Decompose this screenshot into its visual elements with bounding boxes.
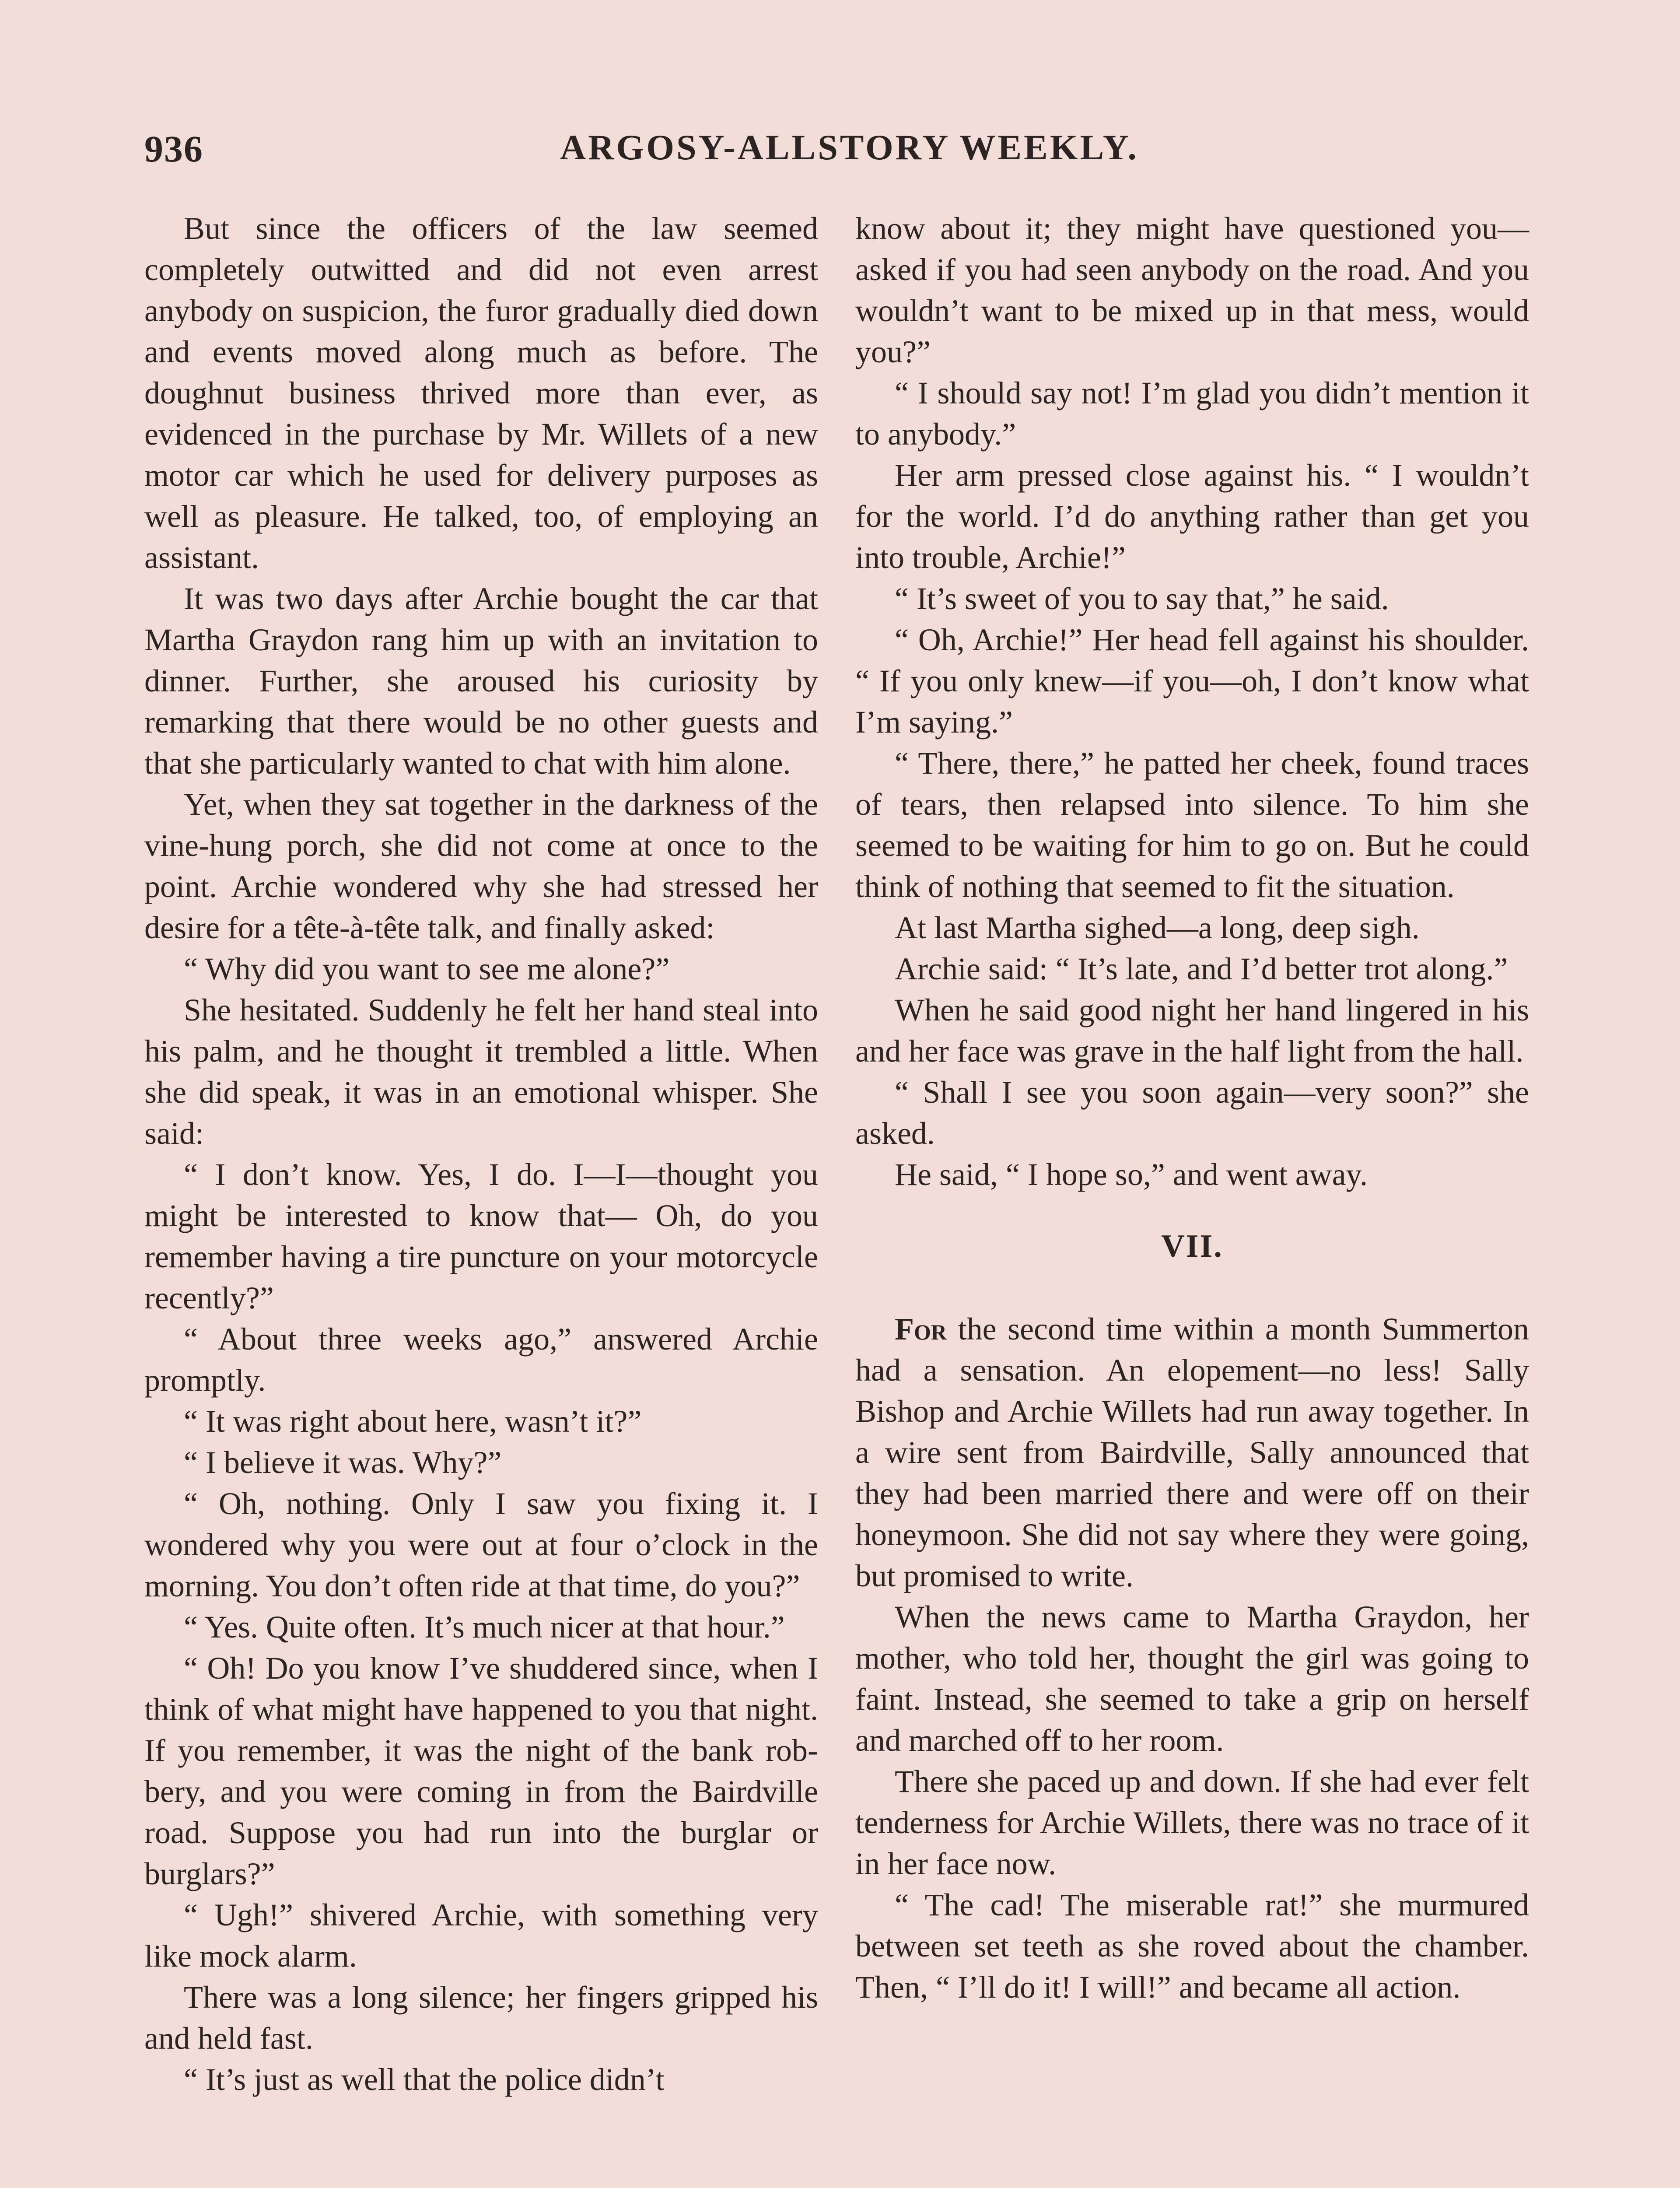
paragraph: “ Why did you want to see me alone?”	[184, 951, 670, 986]
page-number: 936	[144, 128, 203, 170]
paragraph: When he said good night her hand lingered in his and her face was grave in the half light from the hall.	[855, 992, 1529, 1069]
left-column	[144, 208, 818, 2100]
paragraph: She hesitated. Suddenly he felt her hand steal into his palm, and he thought it trembled a little. When she did speak, it was in an emotional whisper. She said:	[144, 992, 818, 1151]
paragraph-text: the second time within a month Summerton had a sensation. An elopement—no less! Sally Bishop and Archie Willets had run away together. In a wire sent from Bairdville, Sally announced that they had been married there and were off on their honeymoon. She did not say where they were going, but promised to write.	[855, 1311, 1529, 1593]
paragraph: At last Martha sighed—a long, deep sigh.	[895, 910, 1420, 945]
paragraph: “ Ugh!” shivered Archie, with something very like mock alarm.	[144, 1897, 818, 1974]
paragraph: “ It’s just as well that the police didn’t	[184, 2062, 665, 2097]
paragraph: “ Oh, nothing. Only I saw you fixing it. I wondered why you were out at four o’clock in the morning. You don’t often ride at that time, do you?”	[144, 1486, 818, 1603]
paragraph: “ About three weeks ago,” answered Archie promptly.	[144, 1322, 818, 1398]
paragraph: Her arm pressed close against his. “ I wouldn’t for the world. I’d do anything rather than get you into trouble, Archie!”	[855, 458, 1529, 575]
paragraph: “ The cad! The miserable rat!” she murmured between set teeth as she roved about the chamber. Then, “ I’ll do it! I will!” and became all action.	[855, 1887, 1529, 2005]
paragraph: “ Oh! Do you know I’ve shuddered since, when I think of what might have happened to you that night. If you remember, it was the night of the bank robbery, and you were coming in from the Bairdville road. Suppose you had run into the burglar or burglars?”	[144, 1651, 818, 1891]
paragraph: “ It was right about here, wasn’t it?”	[184, 1404, 642, 1439]
section-lead-word: For	[895, 1311, 947, 1346]
paragraph: Archie said: “ It’s late, and I’d better trot along.”	[895, 951, 1508, 986]
paragraph: “ Oh, Archie!” Her head fell against his shoulder. “ If you only knew—if you—oh, I don’t know what I’m saying.”	[855, 622, 1529, 740]
paragraph: When the news came to Martha Graydon, her mother, who told her, thought the girl was going to faint. Instead, she seemed to take a grip on herself and marched off to her room.	[855, 1599, 1529, 1758]
paragraph	[855, 1308, 1529, 1596]
paragraph: There she paced up and down. If she had ever felt tenderness for Archie Willets, there was no trace of it in her face now.	[855, 1764, 1529, 1881]
section-heading: VII.	[1161, 1228, 1223, 1264]
right-column	[855, 208, 1529, 2008]
running-title: ARGOSY-ALLSTORY WEEKLY.	[560, 127, 1139, 167]
paragraph: But since the officers of the law seemed completely outwitted and did not even arrest anybody on suspicion, the furor gradually died down and events moved along much as before. The doughnut business thrived more than ever, as evidenced in the purchase by Mr. Willets of a new motor car which he used for delivery purposes as well as pleasure. He talked, too, of employing an assistant.	[144, 211, 818, 575]
paragraph: Yet, when they sat together in the darkness of the vine-hung porch, she did not come at once to the point. Archie wondered why she had stressed her desire for a tête-à-tête talk, and finally asked:	[144, 787, 818, 945]
paragraph: “ I believe it was. Why?”	[184, 1445, 502, 1480]
paragraph: “ It’s sweet of you to say that,” he said.	[895, 581, 1389, 616]
paragraph: There was a long silence; her fingers gripped his and held fast.	[144, 1980, 818, 2056]
paragraph: “ Shall I see you soon again—very soon?” she asked.	[855, 1075, 1529, 1151]
page-header	[144, 127, 1536, 179]
paragraph: “ I should say not! I’m glad you didn’t mention it to anybody.”	[855, 375, 1529, 452]
paragraph-continued: know about it; they might have questioned you—asked if you had seen anybody on the road. And you wouldn’t want to be mixed up in that mess, would you?”	[855, 211, 1529, 369]
paragraph: “ Yes. Quite often. It’s much nicer at that hour.”	[184, 1609, 785, 1645]
paragraph: “ I don’t know. Yes, I do. I—I—thought you might be interested to know that— Oh, do you remember having a tire puncture on your motorcycle recently?”	[144, 1157, 818, 1315]
paragraph: “ There, there,” he patted her cheek, found traces of tears, then relapsed into silence. To him she seemed to be waiting for him to go on. But he could think of nothing that seemed to fit the situation.	[855, 746, 1529, 904]
paragraph: It was two days after Archie bought the car that Martha Graydon rang him up with an invitation to dinner. Further, she aroused his curiosity by remarking that there would be no other guests and that she particularly wanted to chat with him alone.	[144, 581, 818, 781]
paragraph: He said, “ I hope so,” and went away.	[895, 1157, 1368, 1192]
